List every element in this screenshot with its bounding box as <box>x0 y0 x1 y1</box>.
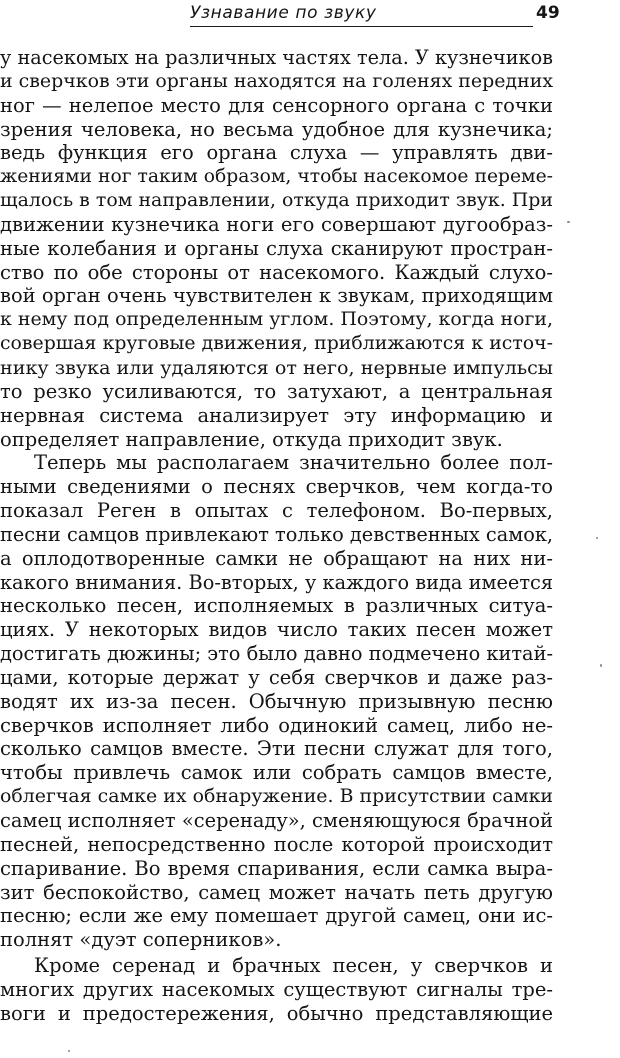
text-line: воги и предостережения, обычно представляющие <box>0 1001 553 1025</box>
text-line: определяет направление, откуда приходит звук. <box>0 427 503 451</box>
text-line: какого внимания. Во-вторых, у каждого вида имеется <box>0 570 553 594</box>
text-line: достигать дюжины; это было давно подмечено китай- <box>0 642 553 666</box>
text-line: Кроме серенад и брачных песен, у сверчков и <box>34 954 553 978</box>
text-line: спаривание. Во время спаривания, если самка выра- <box>0 856 553 880</box>
text-line: песней, непосредственно после которой происходит <box>0 832 553 856</box>
text-line: жениями ног таким образом, чтобы насекомое переме- <box>0 166 553 188</box>
running-title: Узнавание по звуку <box>190 3 377 23</box>
text-line: многих других насекомых существуют сигналы тре- <box>0 977 553 1001</box>
text-line: полнят «дуэт соперников». <box>0 928 282 952</box>
running-header <box>190 2 533 27</box>
text-line: зрения человека, но весьма удобное для кузнечика; <box>0 117 553 141</box>
text-line: песни самцов привлекают только девственных самок, <box>0 522 553 546</box>
text-line: сколько самцов вместе. Эти песни служат для того, <box>0 737 553 761</box>
text-line: несколько песен, исполняемых в различных ситуа- <box>0 594 553 618</box>
text-line: циях. У некоторых видов число таких песен может <box>0 618 553 642</box>
body-text <box>0 46 553 1026</box>
text-line: то резко усиливаются, то затухают, а центральная <box>0 379 553 403</box>
text-line: к нему под определенным углом. Поэтому, когда ноги, <box>0 308 553 331</box>
page-number: 49 <box>536 3 560 23</box>
text-line: сверчков исполняет либо одинокий самец, либо не- <box>0 713 553 737</box>
text-line: нервная система анализирует эту информацию и <box>0 403 553 427</box>
text-line: у насекомых на различных частях тела. У кузнечиков <box>0 46 553 69</box>
text-line: водят их из-за песен. Обычную призывную песню <box>0 689 553 713</box>
text-line: зит беспокойство, самец может начать петь другую <box>0 880 553 904</box>
text-line: показал Реген в опытах с телефоном. Во-первых, <box>0 499 553 523</box>
scan-speck <box>600 664 602 667</box>
text-line: самец исполняет «серенаду», сменяющуюся брачной <box>0 809 553 832</box>
text-line: вой орган очень чувствителен к звукам, приходящим <box>0 284 553 308</box>
text-line: ног — нелепое место для сенсорного органа с точки <box>0 93 553 117</box>
text-line: совершая круговые движения, приближаются к источ- <box>0 332 553 355</box>
text-line: ведь функция его органа слуха — управлять дви- <box>0 141 553 165</box>
text-line: нику звука или удаляются от него, нервные импульсы <box>0 355 553 379</box>
text-line: ные колебания и органы слуха сканируют простран- <box>0 236 553 260</box>
scan-speck <box>567 221 570 223</box>
text-line: чтобы привлечь самок или собрать самцов вместе, <box>0 761 553 785</box>
text-line: щалось в том направлении, откуда приходит звук. При <box>0 189 553 212</box>
text-line: облегчая самке их обнаружение. В присутствии самки <box>0 785 553 808</box>
text-line: ными сведениями о песнях сверчков, чем когда-то <box>0 475 553 499</box>
scan-speck <box>596 537 598 539</box>
text-line: а оплодотворенные самки не обращают на них ни- <box>0 546 553 570</box>
text-line: и сверчков эти органы находятся на голенях передних <box>0 69 554 92</box>
text-line: ство по обе стороны от насекомого. Каждый слухо- <box>0 260 553 284</box>
text-line: цами, которые держат у себя сверчков и даже раз- <box>0 665 553 689</box>
text-line: песню; если же ему помешает другой самец, они ис- <box>0 904 553 928</box>
text-line: Теперь мы располагаем значительно более пол- <box>34 451 553 475</box>
text-line: движении кузнечика ноги его совершают дугообраз- <box>0 212 553 236</box>
scan-speck <box>68 1050 70 1052</box>
